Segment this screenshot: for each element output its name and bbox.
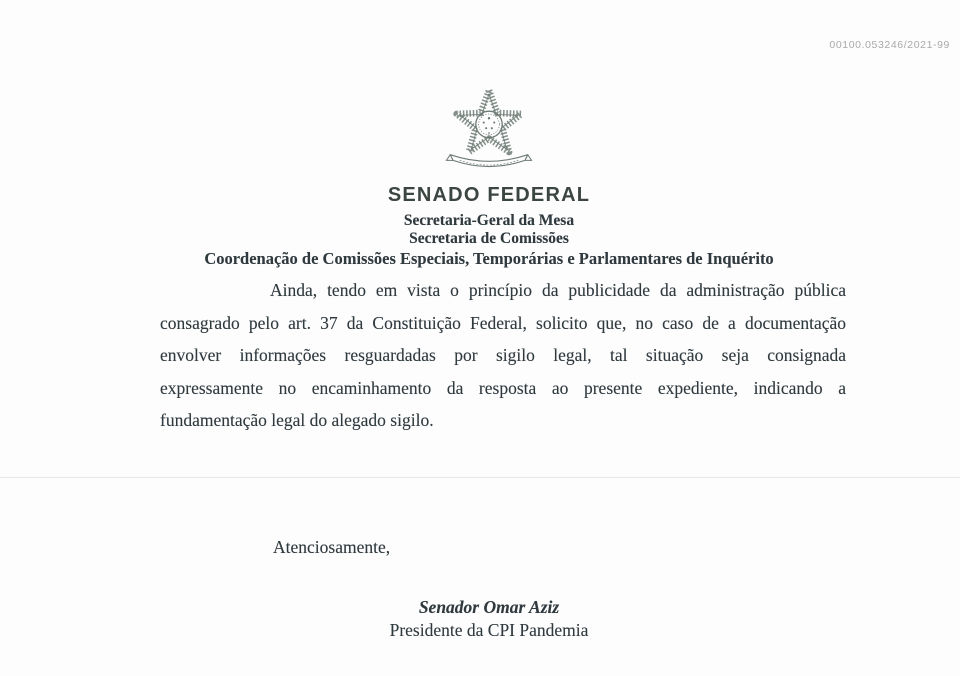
institution-name: SENADO FEDERAL — [387, 184, 591, 206]
body-line: envolver informações resguardadas por sigilo legal, tal situação seja consignada — [160, 345, 846, 366]
closing-text: Atenciosamente, — [273, 537, 391, 557]
body-line: consagrado pelo art. 37 da Constituição Federal, solicito que, no caso de a documentação — [160, 312, 846, 333]
org-line-secretaria-comissoes: Secretaria de Comissões — [409, 230, 569, 247]
signature-title: Presidente da CPI Pandemia — [389, 620, 589, 640]
protocol-number: 00100.053246/2021-99 — [829, 39, 950, 51]
org-line-coordenacao: Coordenação de Comissões Especiais, Temporárias e Parlamentares de Inquérito — [204, 249, 774, 268]
signature-name: Senador Omar Aziz — [418, 597, 560, 617]
brazil-coat-of-arms-icon — [437, 84, 541, 180]
letter-body — [160, 274, 846, 437]
body-line: fundamentação legal do alegado sigilo. — [160, 410, 434, 431]
letterhead-emblem — [9, 84, 960, 185]
body-line: expressamente no encaminhamento da resposta ao presente expediente, indicando a — [160, 377, 846, 398]
scan-seam-divider — [0, 477, 960, 478]
body-line: Ainda, tendo em vista o princípio da publicidade da administração pública — [270, 280, 846, 300]
org-line-secretaria-geral: Secretaria-Geral da Mesa — [403, 212, 575, 229]
